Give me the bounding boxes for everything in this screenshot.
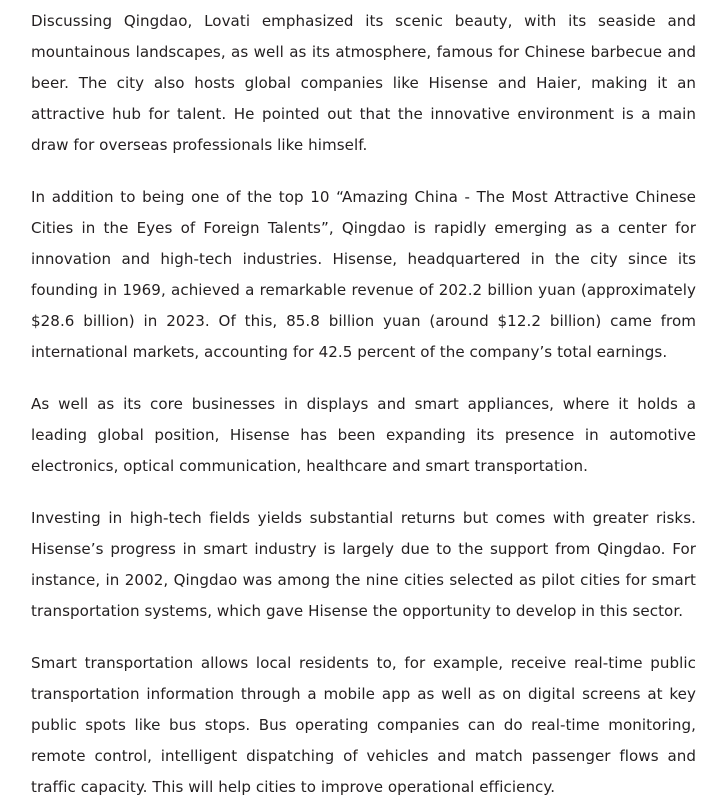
paragraph: Smart transportation allows local residents to, for example, receive real-time public transportation information through a mobile app as well as on digital screens at key public spots like bus stops. Bus operating companies can do real-time monitoring, remote control, intelligent dispatching of vehicles and match passenger flows and traffic capacity. This will help cities to improve operational efficiency. — [31, 654, 696, 796]
paragraph: As well as its core businesses in displays and smart appliances, where it holds a leading global position, Hisense has been expanding its presence in automotive electronics, optical communication, healthcare and smart transportation. — [31, 395, 696, 475]
paragraph: In addition to being one of the top 10 “Amazing China - The Most Attractive Chinese Cities in the Eyes of Foreign Talents”, Qingdao is rapidly emerging as a center for innovation and high-tech industries. Hisense, headquartered in the city since its founding in 1969, achieved a remarkable revenue of 202.2 billion yuan (approximately $28.6 billion) in 2023. Of this, 85.8 billion yuan (around $12.2 billion) came from international markets, accounting for 42.5 percent of the company’s total earnings. — [31, 188, 696, 361]
paragraph: Discussing Qingdao, Lovati emphasized its scenic beauty, with its seaside and mountainous landscapes, as well as its atmosphere, famous for Chinese barbecue and beer. The city also hosts global companies like Hisense and Haier, making it an attractive hub for talent. He pointed out that the innovative environment is a main draw for overseas professionals like himself. — [31, 12, 696, 154]
paragraph: Investing in high-tech fields yields substantial returns but comes with greater risks. Hisense’s progress in smart industry is largely due to the support from Qingdao. For instance, in 2002, Qingdao was among the nine cities selected as pilot cities for smart transportation systems, which gave Hisense the opportunity to develop in this sector. — [31, 509, 696, 620]
